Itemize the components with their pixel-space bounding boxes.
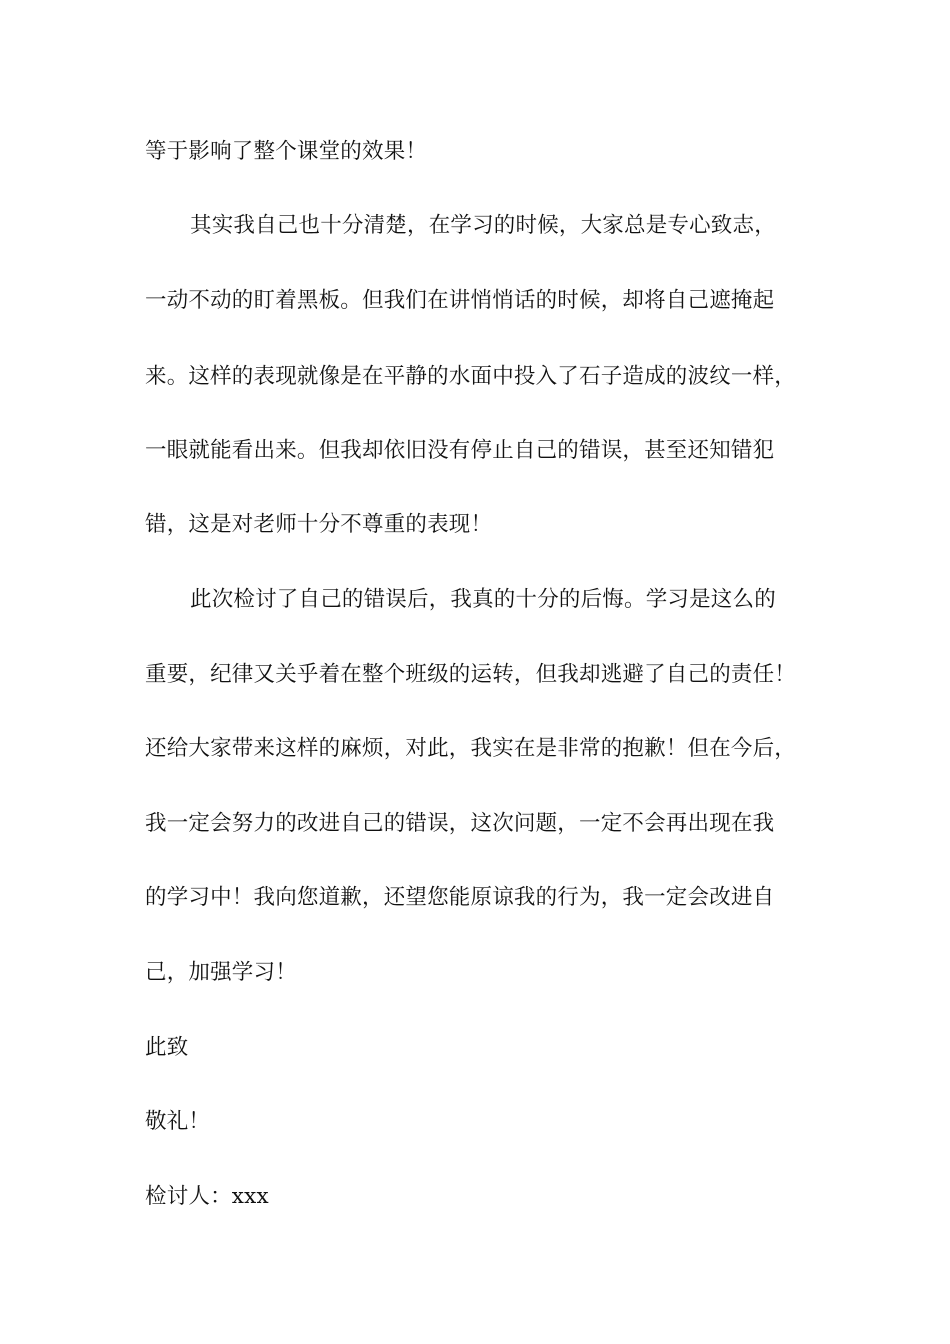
body-line-3: 一动不动的盯着黑板。但我们在讲悄悄话的时候，却将自己遮掩起: [145, 288, 775, 313]
body-line-12: 己，加强学习！: [145, 960, 297, 985]
body-line-11: 的学习中！我向您道歉，还望您能原谅我的行为，我一定会改进自: [145, 885, 775, 910]
body-line-7: 此次检讨了自己的错误后，我真的十分的后悔。学习是这么的: [190, 587, 776, 612]
body-line-4: 来。这样的表现就像是在平静的水面中投入了石子造成的波纹一样，: [145, 364, 797, 389]
body-line-6: 错，这是对老师十分不尊重的表现！: [145, 512, 493, 537]
closing-text: 此致: [145, 1035, 189, 1060]
body-line-9: 还给大家带来这样的麻烦，对此，我实在是非常的抱歉！但在今后，: [145, 736, 797, 761]
body-line-8: 重要，纪律又关乎着在整个班级的运转，但我却逃避了自己的责任！: [145, 662, 797, 687]
signature-text: 检讨人：xxx: [145, 1184, 269, 1209]
body-line-5: 一眼就能看出来。但我却依旧没有停止自己的错误，甚至还知错犯: [145, 438, 775, 463]
body-line-1: 等于影响了整个课堂的效果！: [145, 139, 428, 164]
salute-text: 敬礼！: [145, 1109, 211, 1134]
body-line-2: 其实我自己也十分清楚，在学习的时候，大家总是专心致志，: [190, 213, 776, 238]
body-line-10: 我一定会努力的改进自己的错误，这次问题，一定不会再出现在我: [145, 811, 775, 836]
